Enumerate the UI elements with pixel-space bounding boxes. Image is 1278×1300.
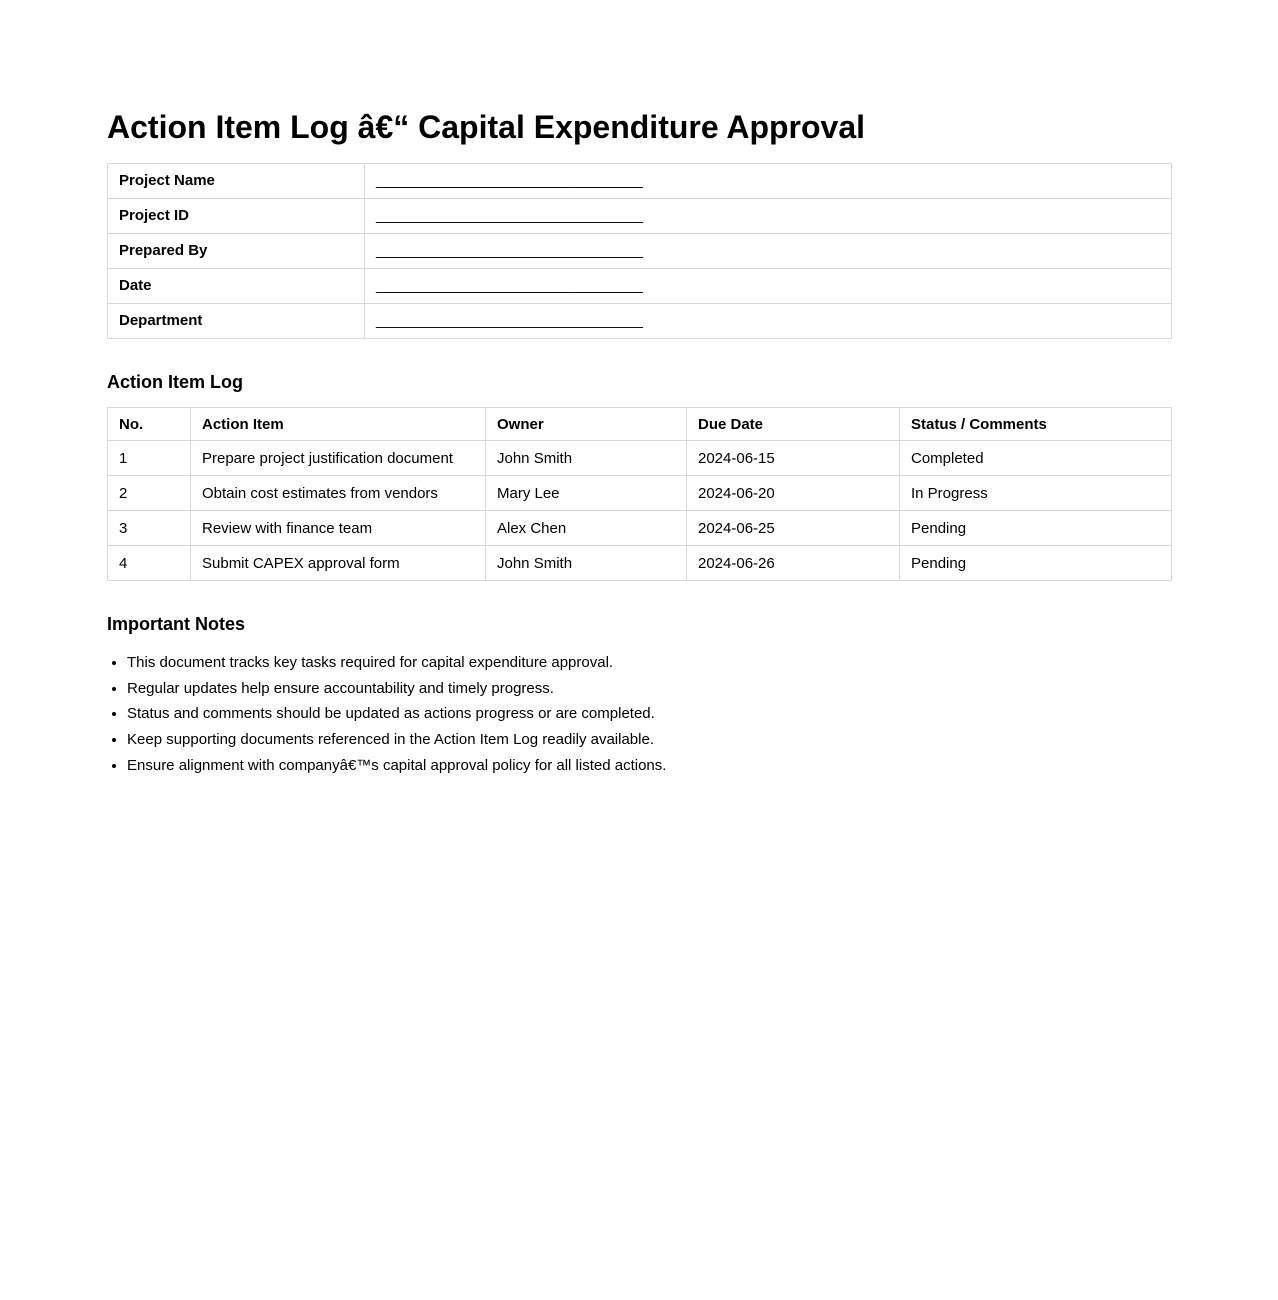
column-header-no: No.	[108, 408, 191, 441]
info-blank-line: ________________________________	[376, 207, 643, 225]
cell-action-item: Review with finance team	[191, 511, 486, 546]
table-row	[108, 546, 1172, 581]
cell-status: Completed	[900, 441, 1172, 476]
cell-due-date: 2024-06-15	[687, 441, 900, 476]
info-label-date: Date	[108, 268, 365, 303]
cell-no: 2	[108, 476, 191, 511]
info-value-cell	[365, 303, 1172, 338]
info-blank-line: ________________________________	[376, 172, 643, 190]
cell-status: Pending	[900, 546, 1172, 581]
info-row	[108, 163, 1172, 198]
note-item: • Ensure alignment with companyâ€™s capital approval policy for all listed actions.	[127, 757, 1171, 776]
info-row	[108, 233, 1172, 268]
column-header-action-item: Action Item	[191, 408, 486, 441]
cell-owner: Mary Lee	[486, 476, 687, 511]
project-info-table	[107, 163, 1172, 339]
note-item: • Status and comments should be updated as actions progress or are completed.	[127, 705, 1171, 724]
cell-due-date: 2024-06-20	[687, 476, 900, 511]
info-label-department: Department	[108, 303, 365, 338]
table-row	[108, 511, 1172, 546]
info-value-cell	[365, 163, 1172, 198]
document-title: Action Item Log â€“ Capital Expenditure Approval	[107, 109, 866, 145]
table-row	[108, 441, 1172, 476]
action-log-heading: Action Item Log	[107, 371, 243, 392]
column-header-due-date: Due Date	[687, 408, 900, 441]
info-blank-line: ________________________________	[376, 242, 643, 260]
cell-no: 4	[108, 546, 191, 581]
info-label-prepared-by: Prepared By	[108, 233, 365, 268]
note-item: • Keep supporting documents referenced in the Action Item Log readily available.	[127, 731, 1171, 750]
note-item: • Regular updates help ensure accountability and timely progress.	[127, 680, 1171, 699]
note-item: • This document tracks key tasks required for capital expenditure approval.	[127, 654, 1171, 673]
cell-status: Pending	[900, 511, 1172, 546]
column-header-status: Status / Comments	[900, 408, 1172, 441]
cell-due-date: 2024-06-25	[687, 511, 900, 546]
info-value-cell	[365, 198, 1172, 233]
cell-owner: John Smith	[486, 546, 687, 581]
info-value-cell	[365, 268, 1172, 303]
table-row	[108, 476, 1172, 511]
info-blank-line: ________________________________	[376, 312, 643, 330]
info-blank-line: ________________________________	[376, 277, 643, 295]
cell-no: 1	[108, 441, 191, 476]
cell-due-date: 2024-06-26	[687, 546, 900, 581]
notes-list	[107, 654, 1171, 776]
info-label-project-name: Project Name	[108, 163, 365, 198]
cell-owner: Alex Chen	[486, 511, 687, 546]
cell-action-item: Obtain cost estimates from vendors	[191, 476, 486, 511]
cell-action-item: Submit CAPEX approval form	[191, 546, 486, 581]
cell-status: In Progress	[900, 476, 1172, 511]
table-header-row	[108, 408, 1172, 441]
column-header-owner: Owner	[486, 408, 687, 441]
info-row	[108, 198, 1172, 233]
cell-no: 3	[108, 511, 191, 546]
notes-heading: Important Notes	[107, 614, 246, 635]
action-item-table	[107, 407, 1172, 581]
cell-action-item: Prepare project justification document	[191, 441, 486, 476]
info-row	[108, 268, 1172, 303]
cell-owner: John Smith	[486, 441, 687, 476]
info-row	[108, 303, 1172, 338]
info-label-project-id: Project ID	[108, 198, 365, 233]
info-value-cell	[365, 233, 1172, 268]
